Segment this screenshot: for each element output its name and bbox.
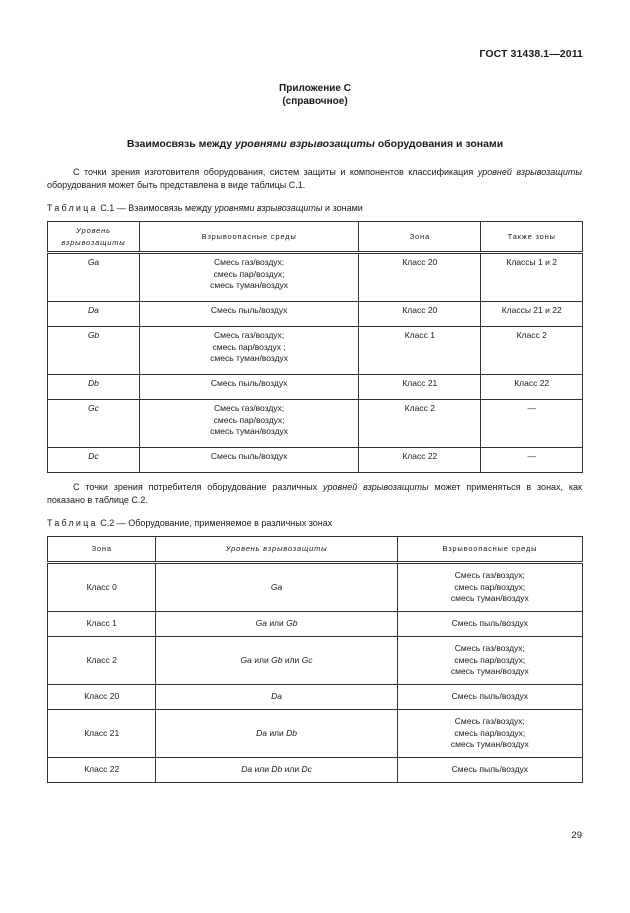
level-code: Gc	[301, 654, 313, 665]
env-line: смесь пар/воздух;	[213, 268, 285, 279]
cell-env	[397, 685, 582, 710]
table-header-row	[48, 222, 583, 253]
env-line: смесь пар/воздух;	[454, 727, 526, 738]
col-header-zone: Зона	[48, 537, 156, 563]
env-line: смесь туман/воздух	[450, 739, 529, 750]
env-line: Смесь пыль/воздух	[210, 305, 288, 315]
level-code: Db	[271, 764, 283, 775]
cell-zone: Класс 0	[48, 563, 156, 612]
or-word: или	[284, 764, 300, 775]
cell-zone: Класс 1	[359, 327, 481, 375]
cell-also: Класс 22	[481, 375, 583, 400]
paragraph-text: С точки зрения потребителя оборудование различных	[73, 482, 324, 492]
cell-env	[139, 400, 358, 448]
table-row	[48, 302, 583, 327]
paragraph-text: может применяться в зонах, как показано в таблице С.2.	[47, 482, 582, 505]
env-line: Смесь газ/воздух;	[454, 643, 525, 654]
cell-also: —	[481, 400, 583, 448]
paragraph-text: С точки зрения изготовителя оборудования, систем защиты и компонентов классификация	[73, 167, 478, 177]
table-row	[48, 400, 583, 448]
paragraph-italic: уровней взрывозащиты	[477, 167, 582, 177]
or-word: или	[254, 764, 269, 775]
env-line: Смесь пыль/воздух	[451, 691, 529, 702]
or-word: или	[269, 618, 284, 629]
cell-levels	[156, 563, 397, 612]
cell-levels	[156, 612, 397, 637]
caption-word: Таблица	[47, 518, 98, 528]
cell-env	[397, 758, 582, 783]
table-row	[48, 758, 583, 783]
table-levels-zones	[47, 221, 583, 473]
table-row	[48, 612, 583, 637]
table-row	[48, 563, 583, 612]
table-row	[48, 375, 583, 400]
cell-env	[397, 637, 582, 685]
table-row	[48, 327, 583, 375]
level-code: Gb	[271, 654, 283, 665]
env-line: Смесь пыль/воздух	[210, 451, 288, 461]
env-line: Смесь пыль/воздух	[451, 764, 529, 775]
env-line: Смесь газ/воздух;	[214, 403, 285, 413]
cell-zone: Класс 21	[359, 375, 481, 400]
cell-zone: Класс 22	[359, 448, 481, 473]
cell-level: Gb	[48, 327, 140, 375]
level-code: Dc	[301, 764, 312, 775]
table-row	[48, 685, 583, 710]
table-row	[48, 637, 583, 685]
cell-level: Gc	[48, 400, 140, 448]
table-row	[48, 253, 583, 302]
cell-also: —	[481, 448, 583, 473]
env-line: смесь туман/воздух	[450, 666, 529, 677]
env-line: смесь туман/воздух	[450, 593, 529, 604]
level-code: Gb	[286, 618, 298, 629]
col-header-env: Взрывоопасные среды	[139, 222, 358, 253]
level-code: Db	[286, 727, 298, 738]
env-line: Смесь газ/воздух;	[454, 716, 525, 727]
or-word: или	[254, 654, 269, 665]
or-word: или	[269, 727, 284, 738]
level-code: Da	[256, 727, 267, 738]
cell-also: Классы 1 и 2	[481, 253, 583, 302]
caption-italic: уровнями взрывозащиты	[214, 203, 323, 213]
level-code: Da	[271, 691, 282, 702]
standard-code: ГОСТ 31438.1—2011	[479, 48, 583, 60]
col-header-level: Уровень взрывозащиты	[156, 537, 397, 563]
appendix-title: Приложение С	[279, 83, 351, 94]
cell-zone: Класс 2	[48, 637, 156, 685]
env-line: Смесь пыль/воздух	[210, 378, 288, 388]
env-line: смесь пар/воздух;	[213, 414, 285, 425]
env-line: Смесь газ/воздух;	[454, 570, 525, 581]
cell-env	[397, 563, 582, 612]
cell-levels	[156, 685, 397, 710]
table-header-row	[48, 537, 583, 563]
cell-also: Класс 2	[481, 327, 583, 375]
cell-level: Ga	[48, 253, 140, 302]
cell-levels	[156, 637, 397, 685]
cell-also: Классы 21 и 22	[481, 302, 583, 327]
cell-env	[139, 253, 358, 302]
cell-env	[139, 302, 358, 327]
col-header-env: Взрывоопасные среды	[397, 537, 582, 563]
cell-zone: Класс 22	[48, 758, 156, 783]
cell-env	[139, 327, 358, 375]
env-line: смесь пар/воздух;	[454, 654, 526, 665]
or-word: или	[284, 654, 300, 665]
table-row	[48, 710, 583, 758]
paragraph-italic: уровней взрывозащиты	[323, 482, 429, 492]
col-header-level: Уровень взрывозащиты	[48, 222, 140, 253]
col-header-also: Также зоны	[481, 222, 583, 253]
env-line: смесь туман/воздух	[210, 280, 289, 290]
table2-caption	[47, 518, 332, 528]
appendix-note: (справочное)	[282, 96, 348, 107]
section-title-part: оборудования и зонами	[374, 138, 504, 150]
appendix-heading	[0, 82, 630, 108]
level-code: Ga	[240, 654, 252, 665]
env-line: смесь пар/воздух ;	[212, 341, 286, 352]
level-code: Da	[241, 764, 253, 775]
caption-text: С.2 — Оборудование, применяемое в различных зонах	[97, 518, 333, 528]
caption-word: Таблица	[47, 203, 98, 213]
level-code: Ga	[255, 618, 267, 629]
section-title	[0, 138, 630, 150]
cell-env	[397, 710, 582, 758]
env-line: смесь туман/воздух	[210, 426, 289, 436]
cell-zone: Класс 20	[359, 302, 481, 327]
cell-zone: Класс 20	[359, 253, 481, 302]
level-code: Ga	[270, 581, 283, 592]
paragraph-user	[47, 481, 582, 506]
env-line: смесь пар/воздух;	[454, 581, 526, 592]
cell-levels	[156, 710, 397, 758]
paragraph-manufacturer	[47, 166, 582, 191]
table-row	[48, 448, 583, 473]
cell-level: Dc	[48, 448, 140, 473]
cell-zone: Класс 2	[359, 400, 481, 448]
caption-text: и зонами	[322, 203, 363, 213]
cell-env	[139, 375, 358, 400]
cell-zone: Класс 1	[48, 612, 156, 637]
cell-zone: Класс 20	[48, 685, 156, 710]
env-line: Смесь газ/воздух;	[214, 330, 285, 340]
caption-text: С.1 — Взаимосвязь между	[97, 203, 215, 213]
cell-level: Db	[48, 375, 140, 400]
paragraph-text: оборудования может быть представлена в виде таблицы С.1.	[47, 179, 306, 190]
env-line: Смесь пыль/воздух	[451, 618, 529, 629]
cell-zone: Класс 21	[48, 710, 156, 758]
section-title-part: Взаимосвязь между	[126, 138, 236, 150]
page-number: 29	[571, 830, 582, 841]
env-line: смесь туман/воздух	[210, 353, 289, 363]
cell-env	[139, 448, 358, 473]
env-line: Смесь газ/воздух;	[214, 257, 285, 267]
cell-levels	[156, 758, 397, 783]
table1-caption	[47, 203, 363, 213]
table-equipment-zones	[47, 536, 583, 783]
cell-level: Da	[48, 302, 140, 327]
section-title-italic: уровнями взрывозащиты	[235, 138, 375, 150]
cell-env	[397, 612, 582, 637]
col-header-zone: Зона	[359, 222, 481, 253]
